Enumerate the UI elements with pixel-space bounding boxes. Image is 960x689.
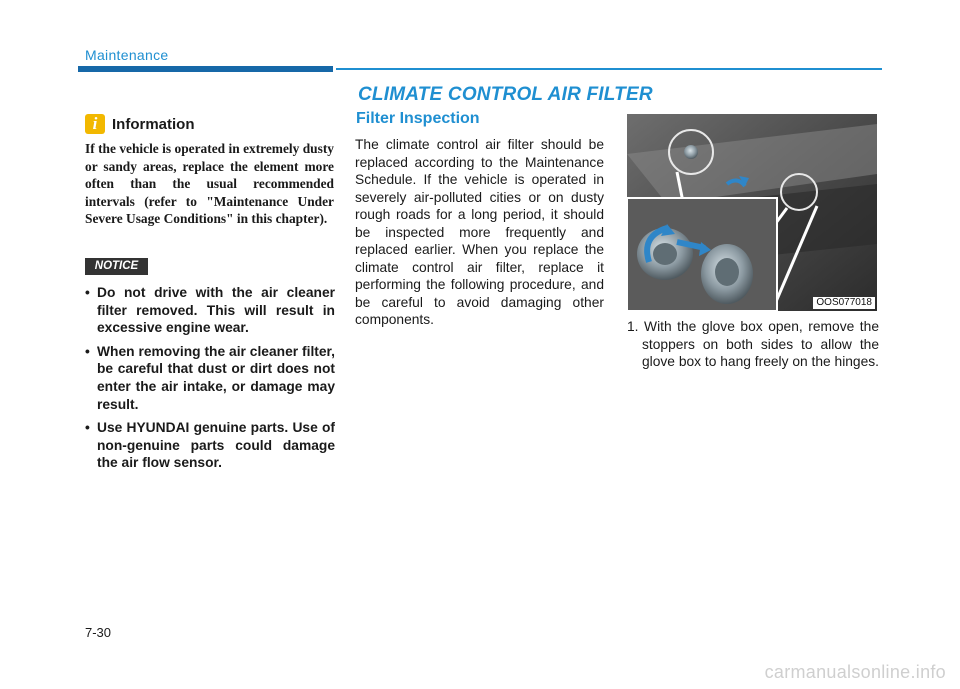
notice-item: • Do not drive with the air cleaner filter removed. This will result in excessive engine wear. [85,284,335,337]
info-title: Information [112,116,195,133]
header-rule-dark [78,66,333,72]
filter-inspection-body: The climate control air filter should be replaced according to the Maintenance Schedule. If the vehicle is operated in severely air-polluted cities or on dusty rough roads for a long period, it should be inspected more frequently and replaced earlier. When you replace the climate control air filter, replace it performing the following procedure, and be careful to avoid damaging other components. [355,137,604,327]
section-label: Maintenance [85,47,169,63]
chapter-title: CLIMATE CONTROL AIR FILTER [358,84,653,105]
notice-item: • When removing the air cleaner filter, be careful that dust or dirt does not enter the air intake, or damage may result. [85,343,335,413]
info-body: If the vehicle is operated in extremely dusty or sandy areas, replace the element more often than the usual recommended intervals (refer to "Maintenance Under Severe Usage Conditions" in this chapter). [85,141,334,226]
step-list [627,318,879,371]
notice-list [85,284,335,478]
glove-box-figure [627,114,877,311]
header-rule-light [336,68,882,70]
info-icon: i [85,114,105,134]
filter-inspection-title: Filter Inspection [356,110,480,127]
step-item: 1. With the glove box open, remove the stoppers on both sides to allow the glove box to hang freely on the hinges. [627,319,880,369]
page-number: 7-30 [85,625,112,640]
notice-item: • Use HYUNDAI genuine parts. Use of non-genuine parts could damage the air flow sensor. [85,419,335,472]
glove-box-stopper-illustration [627,114,877,311]
notice-badge: NOTICE [85,258,148,275]
watermark: carmanualsonline.info [764,662,946,682]
figure-code: OOS077018 [813,297,875,309]
